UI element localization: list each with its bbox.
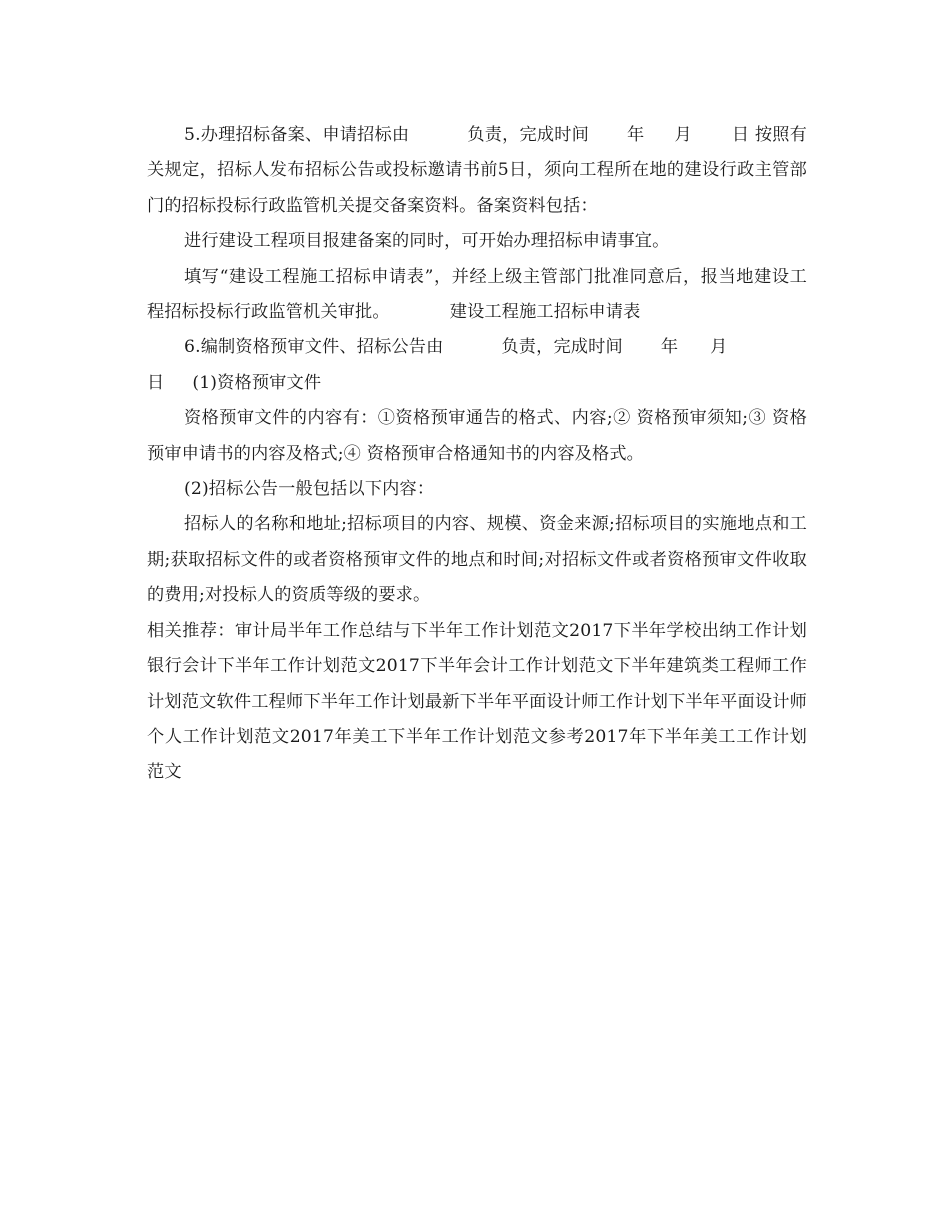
paragraph-prequalification-heading xyxy=(147,366,807,401)
prequalification-responsible-text: 6.编制资格预审文件、招标公告由 xyxy=(184,337,444,358)
paragraph-tender-notice-contents: 招标人的名称和地址;招标项目的内容、规模、资金来源;招标项目的实施地点和工期;获取招标文件的或者资格预审文件的地点和时间;对招标文件或者资格预审文件收取的费用;对投标人的资质等级的要求。 xyxy=(147,514,807,606)
completion-time-label: 负责，完成时间 xyxy=(467,125,589,145)
year-label: 年 xyxy=(626,125,645,145)
paragraph-related-recommendations: 相关推荐：审计局半年工作总结与下半年工作计划范文2017下半年学校出纳工作计划银行会计下半年工作计划范文2017下半年会计工作计划范文下半年建筑类工程师工作计划范文软件工程师下半年工作计划最新下半年平面设计师工作计划下半年平面设计师个人工作计划范文2017年美工下半年工作计划范文参考2017年下半年美工工作计划范文 xyxy=(147,620,807,783)
application-form-text: 填写“建设工程施工招标申请表”，并经上级主管部门批准同意后，报当地建设工程招标投标行政监管机关审批。 xyxy=(147,266,807,323)
paragraph-project-registration: 进行建设工程项目报建备案的同时，可开始办理招标申请事宜。 xyxy=(184,231,670,252)
paragraph-prequalification xyxy=(147,330,807,365)
application-form-title: 建设工程施工招标申请表 xyxy=(449,302,641,323)
paragraph-tender-notice-heading: (2)招标公告一般包括以下内容： xyxy=(184,479,435,500)
prequalification-heading: (1)资格预审文件 xyxy=(192,372,322,393)
paragraph-prequalification-contents: 资格预审文件的内容有：①资格预审通告的格式、内容;② 资格预审须知;③ 资格预审申请书的内容及格式;④ 资格预审合格通知书的内容及格式。 xyxy=(147,408,807,464)
month-label: 月 xyxy=(674,125,692,145)
completion-time-label: 负责，完成时间 xyxy=(501,337,623,358)
bidding-filing-responsible-text: 5.办理招标备案、申请招标由 xyxy=(184,125,410,145)
year-label: 年 xyxy=(660,337,679,358)
document-body xyxy=(147,118,807,791)
paragraph-bidding-filing xyxy=(147,118,807,224)
day-label: 日 xyxy=(147,372,165,393)
filing-requirements-text: 日 按照有关规定，招标人发布招标公告或投标邀请书前5日，须向工程所在地的建设行政主管部门的招标投标行政监管机关提交备案资料。备案资料包括： xyxy=(147,125,807,216)
month-label: 月 xyxy=(710,337,728,358)
paragraph-application-form xyxy=(147,260,807,331)
